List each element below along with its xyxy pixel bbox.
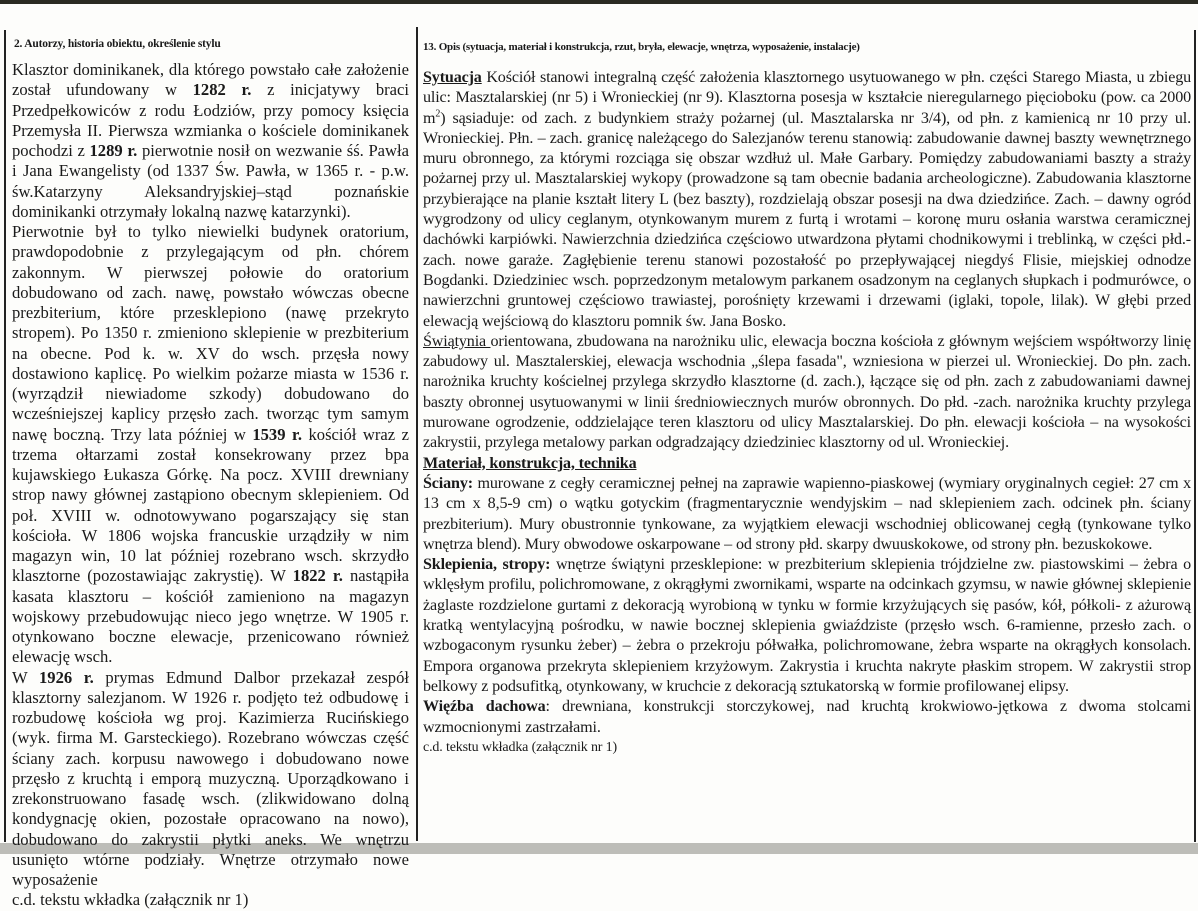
text-segment: 2 bbox=[435, 108, 441, 120]
text-segment: pierwotnie nosił on wezwanie śś. Pawła i Jana Ewangelisty (od 1337 Św. Pawła, w 1365 r. - p.w. św.Katarzyny Aleksandryjskiej–stąd poznańskie dominikanki otrzymały lokalną nazwę katarzynki). bbox=[12, 141, 409, 221]
paragraph bbox=[423, 454, 1191, 474]
paragraph bbox=[423, 68, 1191, 332]
section-header: 13. Opis (sytuacja, materiał i konstrukcja, rzut, bryła, elewacje, wnętrza, wyposażenie, instalacje) bbox=[423, 41, 860, 53]
heading-text: Sklepienia, stropy: bbox=[423, 556, 551, 574]
heading-text: 1926 r. bbox=[38, 667, 94, 687]
text-segment: c.d. tekstu wkładka (załącznik nr 1) bbox=[423, 739, 618, 755]
heading-text: Sytuacja bbox=[423, 69, 482, 86]
heading-text: Materiał, konstrukcja, technika bbox=[423, 454, 637, 472]
section-body bbox=[423, 68, 1191, 758]
heading-text: 1282 r. bbox=[192, 80, 252, 100]
left-border bbox=[4, 30, 6, 842]
paragraph bbox=[12, 222, 409, 668]
heading-text: Ściany: bbox=[423, 474, 473, 492]
paragraph bbox=[423, 555, 1191, 697]
paragraph bbox=[423, 474, 1191, 555]
text-segment: Kościół stanowi integralną część założenia klasztornego usytuowanego w płn. części Starego Miasta, u zbiegu ulic: Masztalarskiej (nr 5) i Wronieckiej (nr 9). Klasztorna posesja w kształcie nieregularnego pięcioboku (pow. ca 2000 m bbox=[423, 69, 1191, 127]
paragraph bbox=[12, 668, 409, 891]
text-segment: : drewniana, konstrukcji storczykowej, nad kruchtą krokwiowo-jętkowa z dwoma stolcami wzmocnionymi zastrzałami. bbox=[423, 698, 1191, 736]
text-segment: Pierwotnie był to tylko niewielki budynek oratorium, prawdopodobnie z przylegającym od płn. chórem zakonnym. W pierwszej połowie do oratorium dobudowano od zach. nawę, powstało wówczas obecne prezbiterium, które przesklepiono (nawę przekryto stropem). Po 1350 r. zmieniono sklepienie w prezbiterium na obecne. Pod k. w. XV do wsch. przęsła nowy dostawiono kaplicę. Po wielkim pożarze miasta w 1536 r. (wyrządził niewiadome szkody) dobudowano do wcześniejszej kaplicy przęsło zach. tworząc tym samym nawę boczną. Trzy lata później w bbox=[12, 222, 409, 444]
heading-text: Więźba dachowa bbox=[423, 698, 546, 716]
text-segment: nastąpiła kasata klasztoru – kościół zamieniono na magazyn wojskowy przebudowując nieco jego wnętrze. W 1905 r. otynkowano boczne elewacje, przenicowano również elewację wsch. bbox=[12, 566, 409, 667]
right-border bbox=[1194, 30, 1196, 842]
heading-text: Świątynia bbox=[423, 332, 491, 350]
text-segment: wnętrze świątyni przesklepione: w prezbiterium sklepienia trójdzielne zw. piastowskimi – żebra o wklęsłym profilu, polichromowane, z okrągłymi zwornikami, wsparte na odcinkach gzymsu, w nawie głównej sklepienie żaglaste rozdzielone gurtami z dekoracją wyrobioną w tynku w formie krzyżujących się pasów, kół, półkoli- z ażurową kratką wentylacyjną pośrodku, w nawie bocznej sklepienia gwiaździste (przęsło wsch. 6-ramienne, przesło zach. o wzbogaconym rysunku żeber) – żebra o przekroju półwałka, polichromowane, żebra wsparte na okrągłych konsolach. Empora organowa przekryta sklepieniem krzyżowym. Zakrystia i kruchta nakryte płaskim stropem. W zakrystii strop belkowy z podsufitką, otynkowany, w kruchcie z dekoracją sztukatorską w formie profilowanej elipsy. bbox=[423, 556, 1191, 695]
text-segment: c.d. tekstu wkładka (załącznik nr 1) bbox=[12, 890, 249, 910]
text-segment: ) sąsiaduje: od zach. z budynkiem straży pożarnej (ul. Masztalarska nr 3/4), od płn. z kamienicą nr 10 przy ul. Wronieckiej. Płn. – zach. granicę należącego do Salezjanów terenu stanowią: zabudowanie dawnej baszty wewnętrznego muru obronnego, za którymi rozciąga się obszar wzdłuż ul. Małe Garbary. Pomiędzy zabudowaniami baszty a straży pożarnej przy ul. Masztalarskiej wykopy (prowadzone są tam obecnie badania archeologiczne). Zabudowania klasztorne przybierające na planie kształt litery L (bez baszty), rozdzielają obszar posesji na dwa dziedzińce. Zach. – dawny ogród wygrodzony od ulicy ceglanym, otynkowanym murem z furtą i wrotami – koronę muru osłania warstwa ceramicznej dachówki karpiówki. Nawierzchnia dziedzińca częściowo utwardzona płytami chodnikowymi i treblinką, w części płd.-zach. nowe garaże. Zagłębienie terenu stanowi pozostałość po przepływającej niegdyś Flisie, miejskiej odnodze Bogdanki. Dziedziniec wsch. poprzedzonym metalowym parkanem osadzonym na ceglanych słupkach i podmurówce, o nawierzchni gruntowej częściowo trawiastej, porośnięty krzewami i drzewami (iglaki, topole, lilak). W głębi przed elewacją wejściową do klasztoru pomnik św. Jana Bosko. bbox=[423, 109, 1191, 330]
text-segment: Klasztor dominikanek, dla którego powstało całe założenie został ufundowany w bbox=[12, 60, 409, 100]
paragraph bbox=[423, 738, 1191, 758]
scan-top-edge bbox=[0, 0, 1198, 4]
paragraph bbox=[423, 697, 1191, 738]
heading-text: 1289 r. bbox=[89, 141, 138, 160]
paragraph bbox=[423, 332, 1191, 454]
text-segment: W bbox=[12, 667, 39, 687]
text-segment: orientowana, zbudowana na narożniku ulic, elewacja boczna kościoła z głównym wejściem współtworzy linię zabudowy ul. Masztalerskiej, elewacja wschodnia „ślepa fasada", wzniesiona w pierzei ul. Wronieckiej. Do płn. zach. narożnika kruchty kościelnej przylega skrzydło klasztorne (d. zach.), łączące się od płn. zach z zabudowaniami dawnej baszty obronnej usytuowanymi w linii średniowiecznych murów obronnych. Do płd. -zach. narożnika kruchty przylega murowane ogrodzenie, oddzielające teren klasztoru od ulicy Masztalarskiej. Do płn. elewacji kościoła – na wysokości zakrystii, przylega metalowy parkan odgradzający dziedziniec klasztorny od ul. Wronieckiej. bbox=[423, 332, 1191, 452]
column-divider bbox=[416, 27, 418, 841]
paragraph bbox=[12, 60, 409, 222]
section-body bbox=[12, 60, 409, 911]
text-segment: kościół wraz z trzema ołtarzami został konsekrowany przez bpa kujawskiego Łukasza Górkę. Na pocz. XVIII drewniany strop nawy głównej zastąpiono obecnym sklepieniem. Od poł. XVIII w. odnotowywano pogarszający się stan kościoła. W 1806 wojska francuskie urządziły w nim magazyn win, 10 lat później rozebrano wsch. skrzydło klasztorne (pozostawiając zakrystię). W bbox=[12, 424, 409, 586]
text-segment: murowane z cegły ceramicznej pełnej na zaprawie wapienno-piaskowej (wymiary oryginalnych cegieł: 27 cm x 13 cm x 8,5-9 cm) o wątku gotyckim (fragmentarycznie wendyjskim – nad sklepieniem zach. odcinek płn. ściany prezbiterium). Mury obustronnie tynkowane, za wyjątkiem elewacji wschodniej oblicowanej cegłą (tynkowane tylko wnętrza blend). Mury obwodowe oskarpowane – od strony płd. skarpy dwuuskokowe, od strony płn. bezuskokowe. bbox=[423, 474, 1191, 553]
text-segment: prymas Edmund Dalbor przekazał zespół klasztorny salezjanom. W 1926 r. podjęto też odbudowę i rozbudowę kościoła wg proj. Kazimierza Rucińskiego (wyk. firma M. Garsteckiego). Rozebrano wówczas część ściany zach. korpusu nawowego i dobudowano nowe przęsło z kruchtą i emporą muzyczną. Uporządkowano i zrekonstruowano fasadę wsch. (zlikwidowano dolną kondygnację okien, pozostałe opracowano na nowo), dobudowano do zakrystii płytki aneks. We wnętrzu usunięto wtórne podziały. Wnętrze otrzymało nowe wyposażenie bbox=[12, 667, 409, 889]
section-header: 2. Autorzy, historia obiektu, określenie stylu bbox=[14, 38, 221, 50]
paragraph bbox=[12, 890, 409, 910]
heading-text: 1539 r. bbox=[252, 424, 302, 444]
text-segment: z inicjatywy braci Przedpełkowiców z rodu Łodziów, przy pomocy księcia Przemysła II. Pierwsza wzmianka o kościele dominikanek pochodzi z bbox=[12, 80, 409, 160]
heading-text: 1822 r. bbox=[292, 566, 343, 586]
